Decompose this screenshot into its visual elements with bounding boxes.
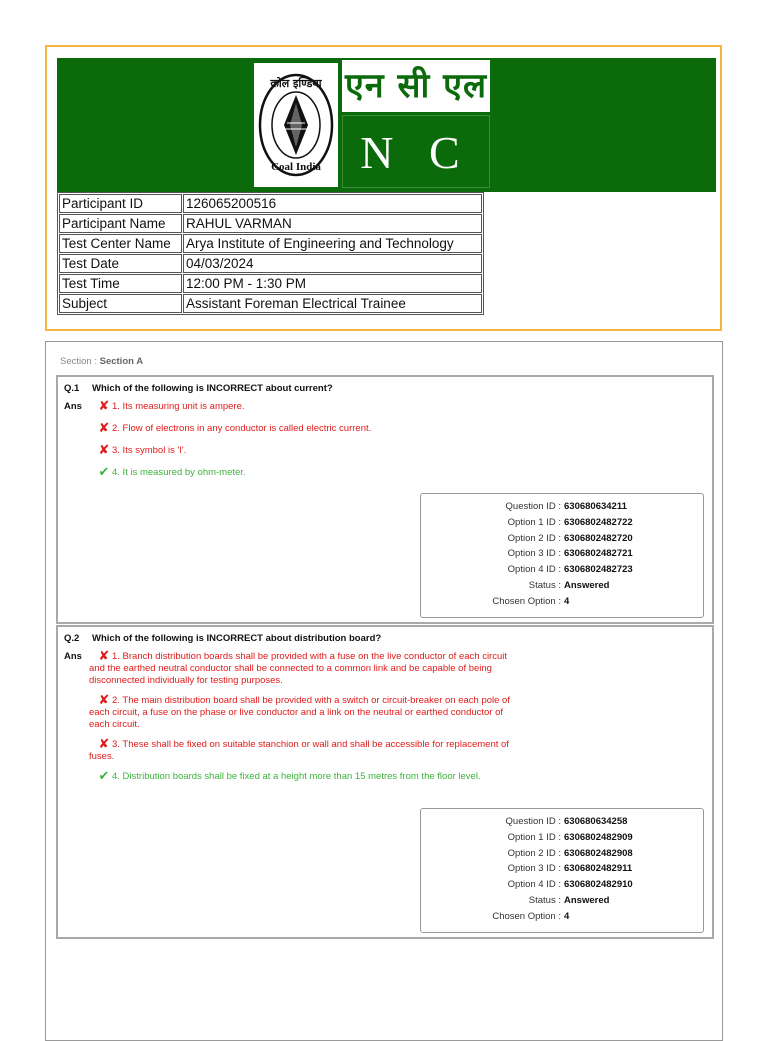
question-number: Q.1 [64, 383, 80, 394]
meta-value: 6306802482910 [564, 879, 633, 891]
info-label: Test Date [59, 254, 182, 273]
coal-india-emblem-icon [254, 63, 338, 187]
meta-value: 6306802482909 [564, 831, 633, 843]
meta-label: Option 3 ID : [507, 863, 561, 875]
check-icon: ✔ [98, 464, 110, 479]
info-value: 04/03/2024 [183, 254, 482, 273]
meta-row [421, 594, 703, 610]
meta-row [421, 893, 703, 909]
meta-row [421, 861, 703, 877]
meta-row [421, 562, 703, 578]
cross-icon: ✘ [98, 692, 110, 707]
section-label [60, 356, 143, 367]
question-panel [56, 625, 714, 939]
info-label: Subject [59, 294, 182, 313]
coal-india-logo [254, 63, 338, 187]
ans-label: Ans [64, 401, 82, 412]
info-value: Assistant Foreman Electrical Trainee [183, 294, 482, 313]
meta-row [421, 830, 703, 846]
section-name: Section A [99, 356, 144, 367]
meta-label: Option 2 ID : [507, 532, 561, 544]
meta-row [421, 877, 703, 893]
info-label: Test Time [59, 274, 182, 293]
option-item [89, 768, 513, 783]
info-value: RAHUL VARMAN [183, 214, 482, 233]
participant-info-table [57, 192, 484, 315]
meta-row [421, 546, 703, 562]
option-text: 3. These shall be fixed on suitable stanchion or wall and shall be accessible for replacement of fuses. [89, 739, 509, 762]
option-item [96, 420, 520, 435]
meta-label: Option 1 ID : [507, 831, 561, 843]
meta-value: 6306802482908 [564, 847, 633, 859]
meta-value: 4 [564, 910, 570, 922]
info-label: Participant ID [59, 194, 182, 213]
meta-row [421, 909, 703, 925]
question-text: Which of the following is INCORRECT about distribution board? [92, 633, 382, 644]
meta-label: Option 3 ID : [507, 548, 561, 560]
ans-label: Ans [64, 651, 82, 662]
meta-label: Option 4 ID : [507, 564, 561, 576]
question-panel [56, 375, 714, 624]
meta-label: Status : [528, 894, 561, 906]
meta-value: 6306802482723 [564, 564, 633, 576]
meta-value: Answered [564, 894, 610, 906]
meta-label: Option 4 ID : [507, 879, 561, 891]
option-item [89, 736, 513, 763]
meta-label: Question ID : [505, 501, 561, 512]
cross-icon: ✘ [98, 398, 110, 413]
cross-icon: ✘ [98, 648, 110, 663]
meta-label: Option 1 ID : [507, 516, 561, 528]
meta-row [421, 499, 703, 515]
info-row [59, 234, 482, 253]
meta-value: 630680634211 [564, 501, 627, 512]
meta-value: 6306802482720 [564, 532, 633, 544]
header-card [45, 45, 722, 331]
info-row [59, 214, 482, 233]
cross-icon: ✘ [98, 736, 110, 751]
option-item [96, 442, 520, 457]
meta-row [421, 578, 703, 594]
meta-row [421, 515, 703, 531]
meta-label: Chosen Option : [492, 595, 561, 607]
meta-value: 6306802482911 [564, 863, 633, 875]
meta-value: Answered [564, 579, 610, 591]
info-row [59, 274, 482, 293]
info-value: Arya Institute of Engineering and Technology [183, 234, 482, 253]
ncl-wordmark [342, 60, 490, 251]
cross-icon: ✘ [98, 420, 110, 435]
svg-text:Coal India: Coal India [271, 161, 321, 173]
option-item [89, 692, 513, 731]
option-item [96, 464, 520, 479]
cross-icon: ✘ [98, 442, 110, 457]
option-item [96, 398, 520, 413]
meta-label: Chosen Option : [492, 910, 561, 922]
meta-row [421, 814, 703, 830]
meta-value: 6306802482721 [564, 548, 633, 560]
info-value: 12:00 PM - 1:30 PM [183, 274, 482, 293]
option-item [89, 648, 513, 687]
section-prefix: Section : [60, 356, 100, 367]
option-text: 4. It is measured by ohm-meter. [112, 467, 246, 478]
info-value: 126065200516 [183, 194, 482, 213]
meta-value: 4 [564, 595, 570, 607]
info-label: Participant Name [59, 214, 182, 233]
option-text: 4. Distribution boards shall be fixed at a height more than 15 metres from the floor level. [112, 771, 481, 782]
meta-value: 6306802482722 [564, 516, 633, 528]
option-text: 1. Its measuring unit is ampere. [112, 401, 245, 412]
question-meta-panel [420, 808, 704, 933]
ncl-english-text: N C L [342, 115, 490, 188]
ncl-hindi-text: एन सी एल [342, 60, 490, 112]
option-text: 3. Its symbol is 'I'. [112, 445, 187, 456]
option-text: 2. The main distribution board shall be provided with a switch or circuit-breaker on each pole of each circuit, a fuse on the phase or live conductor and a link on the neutral or earthed conductor of each circuit. [89, 695, 510, 730]
section-container [45, 341, 723, 1041]
meta-row [421, 846, 703, 862]
info-row [59, 294, 482, 313]
info-label: Test Center Name [59, 234, 182, 253]
check-icon: ✔ [98, 768, 110, 783]
question-text: Which of the following is INCORRECT about current? [92, 383, 333, 394]
info-row [59, 254, 482, 273]
meta-label: Option 2 ID : [507, 847, 561, 859]
svg-text:कोल इण्डिया: कोल इण्डिया [270, 77, 322, 90]
question-meta-panel [420, 493, 704, 618]
meta-label: Question ID : [505, 816, 561, 827]
question-number: Q.2 [64, 633, 80, 644]
info-row [59, 194, 482, 213]
meta-row [421, 531, 703, 547]
option-text: 1. Branch distribution boards shall be provided with a fuse on the live conductor of each circuit and the earthed neutral conductor shall be connected to a common link and be capable of being disconnected individually for testing purposes. [89, 651, 508, 686]
option-text: 2. Flow of electrons in any conductor is called electric current. [112, 423, 372, 434]
meta-value: 630680634258 [564, 816, 628, 827]
meta-label: Status : [528, 579, 561, 591]
